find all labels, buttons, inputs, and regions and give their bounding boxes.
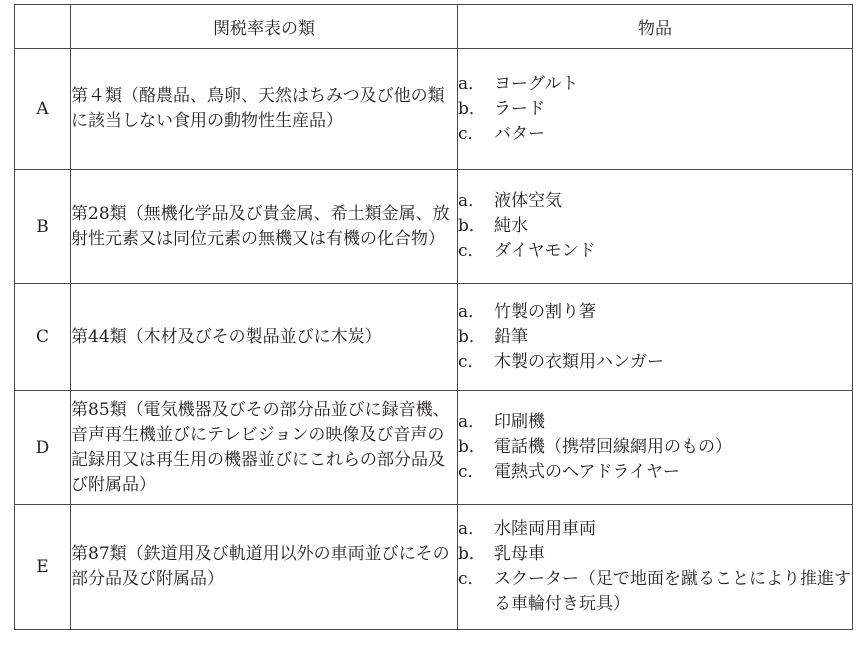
item-mark: c．	[458, 351, 485, 372]
header-items: 物品	[458, 5, 853, 49]
row-key: D	[15, 391, 71, 505]
item-mark: b．	[458, 326, 486, 347]
item-mark: c．	[458, 123, 485, 144]
item-text: ラード	[494, 98, 545, 119]
list-item	[458, 567, 852, 617]
category-cell: 第87類（鉄道用及び軌道用以外の車両並びにその部分品及び附属品）	[71, 505, 458, 630]
header-key	[15, 5, 71, 49]
item-text: 液体空気	[494, 191, 562, 211]
item-text: 竹製の割り箸	[494, 301, 596, 322]
item-mark: b．	[458, 98, 486, 119]
item-mark: b．	[458, 544, 486, 564]
list-item	[458, 300, 852, 325]
table-row	[15, 391, 853, 505]
items-cell	[458, 284, 853, 391]
items-cell	[458, 391, 853, 505]
item-text: 電熱式のヘアドライヤー	[494, 462, 680, 482]
list-item	[458, 239, 852, 264]
item-text: 水陸両用車両	[494, 519, 596, 539]
item-mark: a．	[458, 519, 486, 539]
category-cell: 第85類（電気機器及びその部分品並びに録音機、音声再生機並びにテレビジョンの映像及び音声の記録用又は再生用の機器並びにこれらの部分品及び附属品）	[71, 391, 458, 505]
item-mark: a．	[458, 73, 486, 94]
item-mark: c．	[458, 462, 485, 482]
item-mark: a．	[458, 191, 486, 211]
list-item	[458, 325, 852, 350]
item-text: 印刷機	[494, 412, 545, 432]
items-cell	[458, 49, 853, 170]
category-cell: 第４類（酪農品、鳥卵、天然はちみつ及び他の類に該当しない食用の動物性生産品）	[71, 49, 458, 170]
item-mark: c．	[458, 569, 485, 589]
table-row	[15, 284, 853, 391]
list-item	[458, 214, 852, 239]
table-row	[15, 170, 853, 284]
tariff-classification-table	[14, 4, 853, 630]
item-text: 乳母車	[494, 544, 545, 564]
item-mark: a．	[458, 412, 486, 432]
items-cell	[458, 505, 853, 630]
item-text: ヨーグルト	[494, 73, 579, 94]
list-item	[458, 350, 852, 375]
table-row	[15, 505, 853, 630]
header-row	[15, 5, 853, 49]
list-item	[458, 460, 852, 485]
row-key: C	[15, 284, 71, 391]
item-text: 電話機（携帯回線網用のもの）	[494, 437, 732, 457]
item-text: スクーター（足で地面を蹴ることにより推進する車輪付き玩具）	[494, 569, 851, 614]
list-item	[458, 122, 852, 147]
row-key: E	[15, 505, 71, 630]
list-item	[458, 97, 852, 122]
item-text: バター	[494, 123, 545, 144]
item-text: 鉛筆	[494, 326, 528, 347]
table-row	[15, 49, 853, 170]
item-text: 純水	[494, 216, 528, 236]
item-mark: c．	[458, 241, 485, 261]
item-text: 木製の衣類用ハンガー	[494, 351, 664, 372]
list-item	[458, 72, 852, 97]
item-mark: b．	[458, 437, 486, 457]
list-item	[458, 517, 852, 542]
item-mark: a．	[458, 301, 486, 322]
item-mark: b．	[458, 216, 486, 236]
item-text: ダイヤモンド	[494, 241, 596, 261]
list-item	[458, 542, 852, 567]
header-category: 関税率表の類	[71, 5, 458, 49]
category-cell: 第44類（木材及びその製品並びに木炭）	[71, 284, 458, 391]
list-item	[458, 189, 852, 214]
category-cell: 第28類（無機化学品及び貴金属、希土類金属、放射性元素又は同位元素の無機又は有機の化合物）	[71, 170, 458, 284]
row-key: B	[15, 170, 71, 284]
items-cell	[458, 170, 853, 284]
row-key: A	[15, 49, 71, 170]
list-item	[458, 435, 852, 460]
list-item	[458, 410, 852, 435]
